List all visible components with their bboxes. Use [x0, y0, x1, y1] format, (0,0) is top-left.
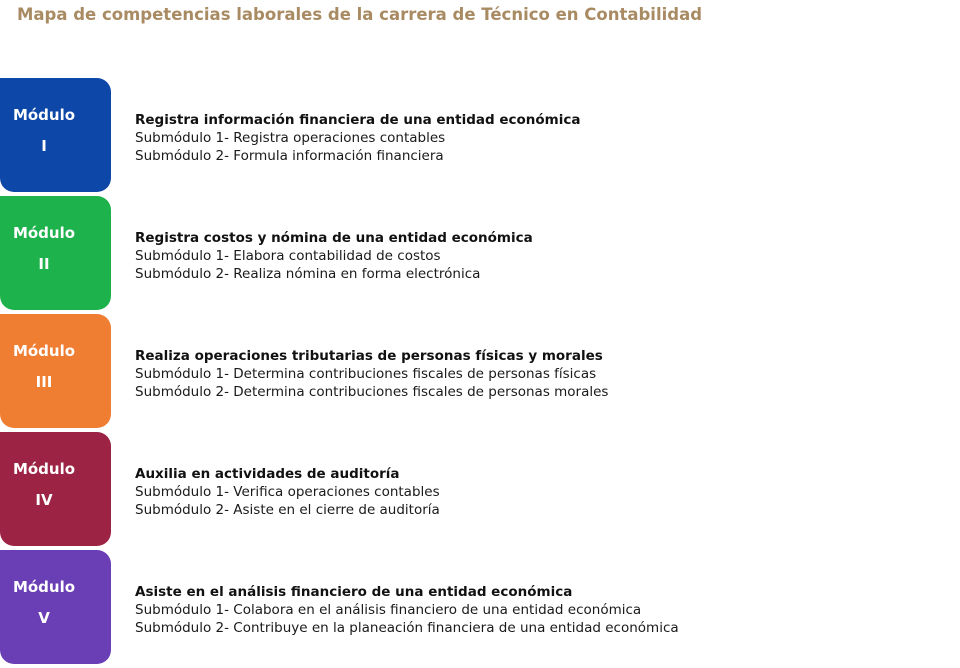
- submodule-1: Submódulo 1- Registra operaciones contables: [135, 130, 446, 146]
- module-description-1: [135, 111, 581, 165]
- module-label: Módulo: [12, 106, 76, 124]
- submodule-2: Submódulo 2- Contribuye en la planeación financiera de una entidad económica: [135, 620, 679, 636]
- module-label: Módulo: [12, 460, 76, 478]
- submodule-1: Submódulo 1- Determina contribuciones fiscales de personas físicas: [135, 366, 597, 382]
- module-tab-1: [0, 78, 111, 192]
- module-tab-3: [0, 314, 111, 428]
- submodule-2: Submódulo 2- Realiza nómina en forma electrónica: [135, 266, 481, 282]
- module-label: Módulo: [12, 342, 76, 360]
- submodule-1: Submódulo 1- Elabora contabilidad de costos: [135, 248, 441, 264]
- module-row-4: [0, 432, 960, 546]
- module-list: [0, 78, 960, 668]
- module-row-2: [0, 196, 960, 310]
- module-number: III: [35, 373, 53, 391]
- module-number: II: [38, 255, 50, 273]
- module-row-3: [0, 314, 960, 428]
- submodule-1: Submódulo 1- Verifica operaciones contables: [135, 484, 440, 500]
- module-tab-5: [0, 550, 111, 664]
- module-title: Asiste en el análisis financiero de una entidad económica: [135, 584, 573, 600]
- module-number: V: [38, 609, 50, 627]
- module-title: Auxilia en actividades de auditoría: [135, 466, 400, 482]
- module-title: Registra costos y nómina de una entidad económica: [135, 230, 533, 246]
- module-row-1: [0, 78, 960, 192]
- module-label: Módulo: [12, 578, 76, 596]
- submodule-1: Submódulo 1- Colabora en el análisis financiero de una entidad económica: [135, 602, 642, 618]
- submodule-2: Submódulo 2- Determina contribuciones fiscales de personas morales: [135, 384, 609, 400]
- module-description-2: [135, 229, 533, 283]
- module-row-5: [0, 550, 960, 664]
- module-title: Realiza operaciones tributarias de personas físicas y morales: [135, 348, 603, 364]
- module-tab-4: [0, 432, 111, 546]
- submodule-2: Submódulo 2- Asiste en el cierre de auditoría: [135, 502, 440, 518]
- module-description-4: [135, 465, 440, 519]
- module-description-5: [135, 583, 679, 637]
- module-title: Registra información financiera de una entidad económica: [135, 112, 581, 128]
- module-description-3: [135, 347, 608, 401]
- module-tab-2: [0, 196, 111, 310]
- submodule-2: Submódulo 2- Formula información financiera: [135, 148, 444, 164]
- module-label: Módulo: [12, 224, 76, 242]
- module-number: I: [41, 137, 47, 155]
- module-number: IV: [35, 491, 53, 509]
- page-title: Mapa de competencias laborales de la carrera de Técnico en Contabilidad: [17, 5, 703, 24]
